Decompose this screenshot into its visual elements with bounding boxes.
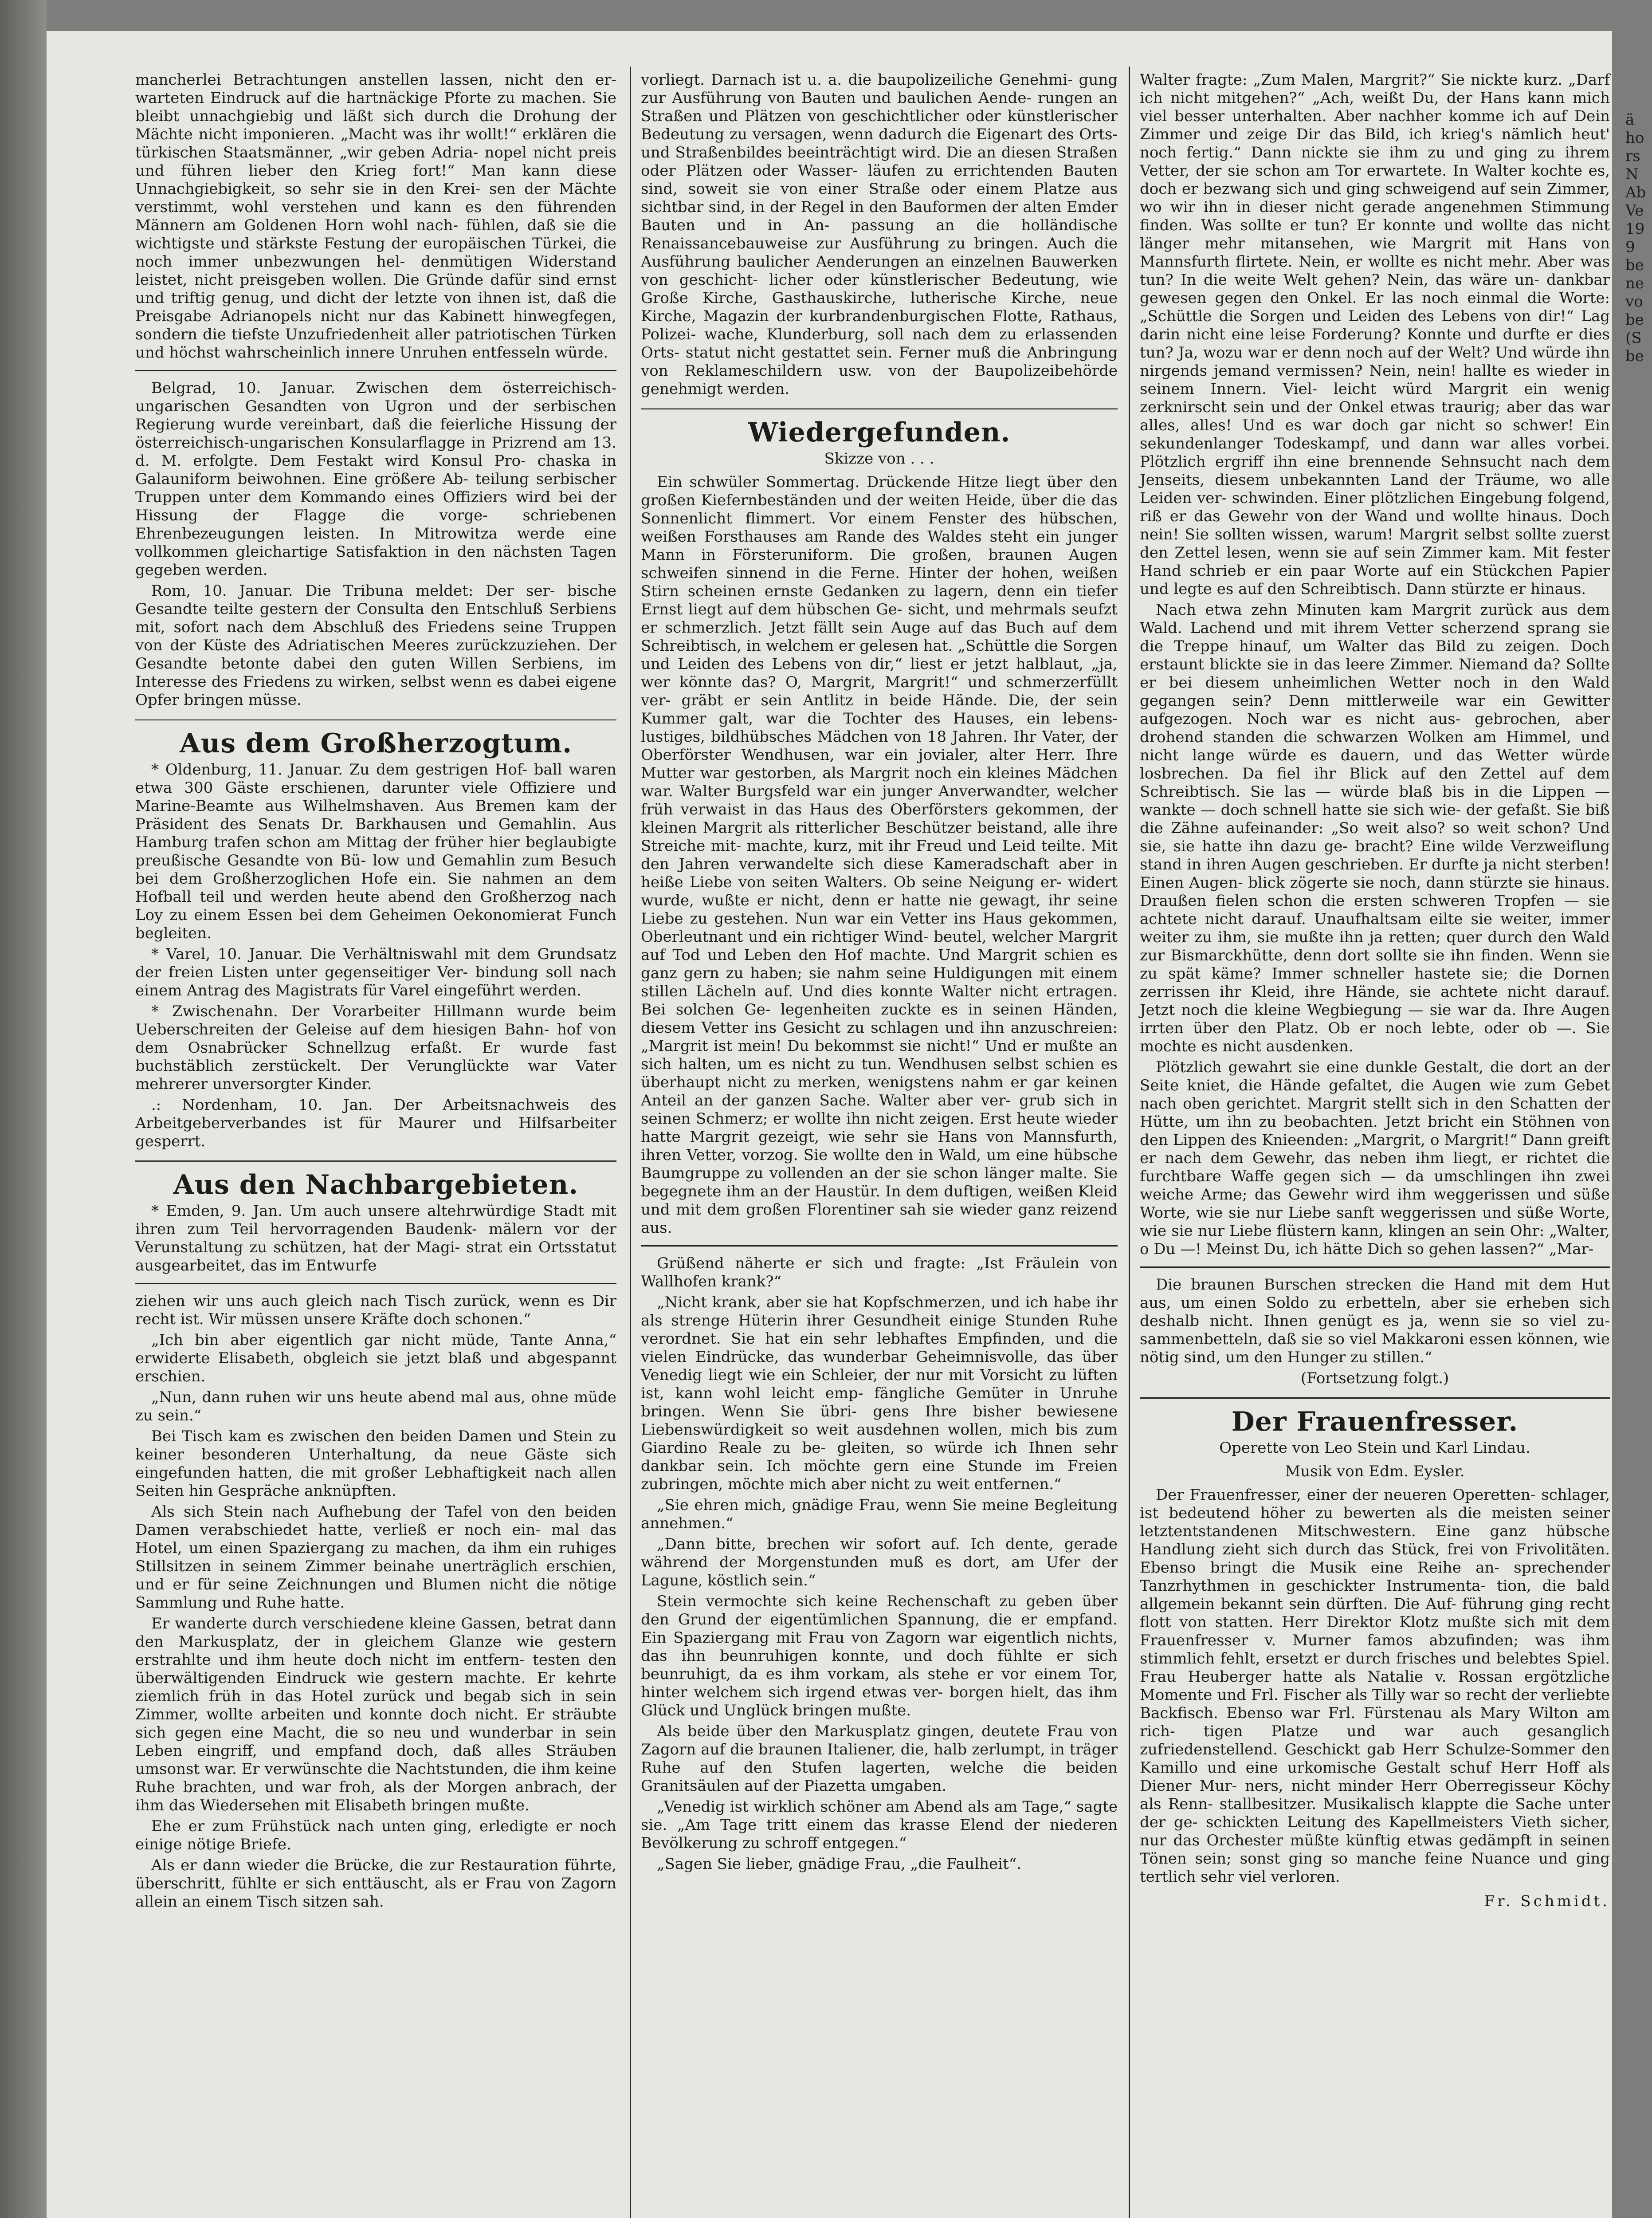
column-rule-1	[630, 67, 631, 2218]
paragraph: „Sie ehren mich, gnädige Frau, wenn Sie meine Begleitung annehmen.“	[641, 1496, 1118, 1532]
heading-frauenfresser: Der Frauenfresser.	[1231, 1406, 1519, 1437]
strip-fragment: 9	[1625, 238, 1635, 256]
paragraph-varel: * Varel, 10. Januar. Die Verhältniswahl mit dem Grundsatz der freien Listen unter gegenseitiger Ver- bindung soll nach einem Antrag des Magistrats für Varel eingeführt werden.	[135, 945, 616, 999]
heading-grossherzogtum: Aus dem Großherzogtum.	[180, 728, 572, 759]
strip-fragment: rs	[1625, 147, 1640, 165]
paragraph: Als sich Stein nach Aufhebung der Tafel von den beiden Damen verabschiedet hatte, verließ er noch ein- mal das Hotel, um einen Spaziergang zu machen, da ihm ein ruhiges Stillsitzen in seinem Zimmer beinahe unerträglich erschien, und er für seine Zeichnungen und Blumen nicht die nötige Sammlung und Ruhe hatte.	[135, 1503, 616, 1612]
strip-fragment: (S	[1625, 329, 1642, 347]
paragraph: Er wanderte durch verschiedene kleine Gassen, betrat dann den Markusplatz, der in gleichem Glanze wie gestern erstrahlte und ihm heute doch nicht im entfern- testen den überwältigenden Eindruck wie gestern machte. Er kehrte ziemlich früh in das Hotel zurück und begab sich in sein Zimmer, wollte arbeiten und konnte doch nicht. Er sträubte sich gegen eine Macht, die so neu und wunderbar in sein Leben eingriff, und empfand doch, daß alles Sträuben umsonst war. Er verwünschte die Nachtstunden, die ihm keine Ruhe brachten, und war froh, als der Morgen anbrach, der ihm das Wiedersehen mit Elisabeth bringen mußte.	[135, 1615, 616, 1814]
strip-fragment: Ve	[1625, 202, 1644, 220]
paragraph-oldenburg: * Oldenburg, 11. Januar. Zu dem gestrigen Hof- ball waren etwa 300 Gäste erschienen, darunter viele Offiziere und Marine-Beamte aus Wilhelmshaven. Aus Bremen kam der Präsident des Senats Dr. Barkhausen und Gemahlin. Aus Hamburg trafen schon am Mittag der früher hier beglaubigte preußische Gesandte von Bü- low und Gemahlin zum Besuch bei dem Großherzoglichen Hofe ein. Sie nahmen an dem Hofball teil und werden heute abend den Großherzog nach Loy zu einem Essen bei dem Geheimen Oekonomierat Funch begleiten.	[135, 761, 616, 942]
strip-fragment: be	[1625, 347, 1644, 365]
strip-fragment: be	[1625, 256, 1644, 274]
paragraph: Ein schwüler Sommertag. Drückende Hitze liegt über den großen Kiefernbeständen und der weiten Heide, über die das Sonnenlicht flimmert. Vor einem Fenster des hübschen, weißen Forsthauses am Rande des Waldes steht ein junger Mann in Försteruniform. Die großen, braunen Augen schweifen sinnend in die Ferne. Hinter der hohen, weißen Stirn scheinen ernste Gedanken zu lagern, denn ein tiefer Ernst liegt auf dem hübschen Ge- sicht, und mehrmals seufzt er schmerzlich. Jetzt fällt sein Auge auf das Buch auf dem Schreibtisch, in welchem er gelesen hat. „Schüttle die Sorgen und Leiden des Lebens von dir,“ liest er jetzt halblaut, „ja, wer könnte das? O, Margrit, Margrit!“ und schmerzerfüllt ver- gräbt er sein Antlitz in beide Hände. Die, der sein Kummer galt, war die Tochter des Hauses, ein lebens- lustiges, bildhübsches Mädchen von 18 Jahren. Ihr Vater, der Oberförster Wendhusen, war ein jovialer, alter Herr. Ihre Mutter war gestorben, als Margrit noch ein kleines Mädchen war. Walter Burgsfeld war ein junger Anverwandter, welcher früh verwaist in das Haus des Oberförsters gekommen, der kleinen Margrit als ritterlicher Beschützer beistand, alle ihre Streiche mit- machte, kurz, mit ihr Freud und Leid teilte. Mit den Jahren verwandelte sich diese Kameradschaft aber in heiße Liebe von seiten Walters. Ob seine Neigung er- widert wurde, wußte er nicht, denn er hatte nie gewagt, ihr seine Liebe zu gestehen. Nun war ein Vetter ins Haus gekommen, Oberleutnant und ein richtiger Wind- beutel, welcher Margrit auf Tod und Leben den Hof machte. Und Margrit schien es ganz gern zu haben; sie nahm seine Huldigungen mit einem stillen Lächeln auf. Und dies konnte Walter nicht ertragen. Bei solchen Ge- legenheiten zuckte es in seinen Händen, diesem Vetter ins Gesicht zu schlagen und ihn anzuschreien: „Margrit ist mein! Du bekommst sie nicht!“ Und er mußte an sich halten, um es nicht zu tun. Wendhusen selbst schien es überhaupt nicht zu merken, wenigstens nahm er gar keinen Anteil an der ganzen Sache. Walter aber ver- grub sich in seinen Schmerz; er wollte ihn nicht zeigen. Erst heute wieder hatte Margrit gezeigt, wie sehr sie Hans von Mannsfurth, ihren Vetter, vorzog. Sie wollte den in Wald, um eine hübsche Baumgruppe zu vollenden an der sie schon länger malte. Sie begegnete ihm an der Haustür. In dem duftigen, weißen Kleid und mit dem großen Florentiner sah sie wieder ganz reizend aus.	[641, 473, 1118, 1237]
paragraph: mancherlei Betrachtungen anstellen lassen, nicht den er- warteten Eindruck auf die hartnäckige Pforte zu machen. Sie bleibt unnachgiebig und läßt sich durch die Drohung der Mächte nicht imponieren. „Macht was ihr wollt!“ erklären die türkischen Staatsmänner, „wir geben Adria- nopel nicht preis und führen lieber den Krieg fort!“ Man kann diese Unnachgiebigkeit, so sehr sie in den Krei- sen der Mächte verstimmt, wohl verstehen und kann es den führenden Männern am Goldenen Horn wohl nach- fühlen, daß sie die wichtigste und stärkste Festung der europäischen Türkei, die noch immer unbezwungen hel- denmütigen Widerstand leistet, nicht preisgeben wollen. Die Gründe dafür sind ernst und triftig genug, und dicht der letzte von ihnen ist, daß die Preisgabe Adrianopels nicht nur das Kabinett hinwegfegen, sondern die tiefste Unzufriedenheit aller patriotischen Türken und höchst wahrscheinlich innere Unruhen entfesseln würde.	[135, 71, 616, 362]
paragraph: Die braunen Burschen strecken die Hand mit dem Hut aus, um einen Soldo zu erbetteln, aber sie erheben sich deshalb nicht. Ihnen genügt es ja, wenn sie so viel zu- sammenbetteln, daß sie so viel Makkaroni essen können, wie nötig sind, um den Hunger zu stillen.“	[1140, 1276, 1610, 1366]
strip-fragment: N	[1625, 165, 1639, 183]
separator	[135, 370, 616, 371]
paragraph: vorliegt. Darnach ist u. a. die baupolizeiliche Genehmi- gung zur Ausführung von Bauten und baulichen Aende- rungen an Straßen und Plätzen von geschichtlicher oder künstlerischer Bedeutung zu versagen, wenn dadurch die Eigenart des Orts- und Straßenbildes beeinträchtigt wird. Die an diesen Straßen oder Plätzen oder Wasser- läufen zu errichtenden Bauten sind, soweit sie von einer Straße oder einem Platze aus sichtbar sind, in der Regel in den Bauformen der alten Emder Bauten und in An- passung an die holländische Renaissancebauweise zur Ausführung zu bringen. Auch die Ausführung baulicher Aenderungen an einzelnen Bauwerken von geschicht- licher oder künstlerischer Bedeutung, wie Große Kirche, Gasthauskirche, lutherische Kirche, neue Kirche, Magazin der kurbrandenburgischen Flotte, Rathaus, Polizei- wache, Klunderburg, soll nach dem zu erlassenden Orts- statut nicht gestattet sein. Ferner muß die Anbringung von Reklameschildern usw. von der Baupolizeibehörde genehmigt werden.	[641, 71, 1118, 398]
paragraph: „Nicht krank, aber sie hat Kopfschmerzen, und ich habe ihr als strenge Hüterin ihrer Gesundheit einige Stunden Ruhe verordnet. Sie hat ein sehr lebhaftes Empfinden, und die vielen Eindrücke, das wunderbar Geheimnisvolle, das über Venedig liegt wie ein Schleier, der nur mit Vorsicht zu lüften ist, kann wohl leicht emp- fängliche Gemüter in Unruhe bringen. Wenn Sie übri- gens Ihre bisher bewiesene Liebenswürdigkeit so weit ausdehnen wollen, mich bis zum Giardino Reale zu be- gleiten, so würde ich Ihnen sehr dankbar sein. Ich möchte gern eine Stunde im Freien zubringen, möchte mich aber nicht zu weit entfernen.“	[641, 1294, 1118, 1493]
paragraph: „Nun, dann ruhen wir uns heute abend mal aus, ohne müde zu sein.“	[135, 1388, 616, 1424]
strip-fragment: vo	[1625, 293, 1643, 311]
subtitle: Musik von Edm. Eysler.	[1285, 1463, 1465, 1480]
paragraph: „Venedig ist wirklich schöner am Abend als am Tage,“ sagte sie. „Am Tage tritt einem das krasse Elend der niederen Bevölkerung zu schroff entgegen.“	[641, 1798, 1118, 1852]
paragraph: Plötzlich gewahrt sie eine dunkle Gestalt, die dort an der Seite kniet, die Hände gefaltet, die Augen wie zum Gebet nach oben gerichtet. Margrit stellt sich in den Schatten der Hütte, um ihn zu beobachten. Jetzt bricht ein Stöhnen von den Lippen des Knieenden: „Margrit, o Margrit!“ Dann greift er nach dem Gewehr, das neben ihm liegt, er richtet die furchtbare Waffe gegen sich — da umschlingen ihn zwei weiche Arme; das Gewehr wird ihm weggerissen und süße Worte, wie sie nur Liebe sanft weggerissen und süße Worte, wie sie nur Liebe flüstern kann, klingen an sein Ohr: „Walter, o Du —! Meinst Du, ich hätte Dich so gehen lassen?“ „Mar-	[1140, 1058, 1610, 1258]
paragraph: Als er dann wieder die Brücke, die zur Restauration führte, überschritt, fühlte er sich enttäuscht, als er Frau von Zagorn allein an einem Tisch sitzen sah.	[135, 1856, 616, 1911]
separator	[1140, 1266, 1610, 1268]
paragraph-zwischenahn: * Zwischenahn. Der Vorarbeiter Hillmann wurde beim Ueberschreiten der Geleise auf dem hiesigen Bahn- hof von dem Osnabrücker Schnellzug erfaßt. Er wurde fast buchstäblich zerstückelt. Der Verunglückte war Vater mehrerer unversorgter Kinder.	[135, 1003, 616, 1093]
heading-wiedergefunden: Wiedergefunden.	[748, 417, 1011, 448]
adjacent-page-strip	[1625, 111, 1652, 366]
separator	[135, 719, 616, 722]
paragraph: Walter fragte: „Zum Malen, Margrit?“ Sie nickte kurz. „Darf ich nicht mitgehen?“ „Ach, weißt Du, der Hans kann mich viel besser unterhalten. Aber nachher komme ich auf Dein Zimmer und zeige Dir das Bild, ich krieg's nämlich heut' noch fertig.“ Dann nickte sie ihm zu und ging zu ihrem Vetter, der sie schon am Tor erwartete. In Walter kochte es, doch er bezwang sich und ging schweigend auf sein Zimmer, wo wir ihn in dieser nicht gerade angenehmen Stimmung finden. Was sollte er tun? Er konnte und wollte das nicht länger mehr mitansehen, wie Margrit mit Hans von Mannsfurth flirtete. Nein, er wollte es nicht mehr. Aber was tun? In die weite Welt gehen? Nein, das wäre un- dankbar gewesen gegen den Onkel. Er las noch einmal die Worte: „Schüttle die Sorgen und Leiden des Lebens von dir!“ Lag darin nicht eine leise Forderung? Konnte und durfte er dies tun? Ja, wozu war er denn noch auf der Welt? Und würde ihn nirgends jemand vermissen? Nein, nein! hallte es wieder in seinem Innern. Viel- leicht würd Margrit ein wenig zerknirscht sein und der Onkel etwas traurig; aber das war alles, alles! Und es war doch gar nicht so schwer! Ein sekundenlanger Todeskampf, und dann war alles vorbei. Plötzlich ergriff ihn eine brennende Sehnsucht nach dem Jenseits, diesem unbekannten Land der Träume, wo alle Leiden ver- schwinden. Einer plötzlichen Eingebung folgend, riß er das Gewehr von der Wand und wollte hinaus. Doch nein! Sie sollten wissen, warum! Margrit selbst sollte zuerst den Zettel lesen, wenn sie auf sein Zimmer kam. Mit fester Hand schrieb er ein paar Worte auf ein Stückchen Papier und legte es auf den Schreibtisch. Dann stürzte er hinaus.	[1140, 71, 1610, 598]
strip-fragment: be	[1625, 311, 1644, 329]
separator	[1140, 1397, 1610, 1400]
paragraph: Nach etwa zehn Minuten kam Margrit zurück aus dem Wald. Lachend und mit ihrem Vetter scherzend sprang sie die Treppe hinauf, um Walter das Bild zu zeigen. Doch erstaunt blickte sie in das leere Zimmer. Niemand da? Sollte er bei diesem unheimlichen Wetter noch in den Wald gegangen sein? Denn mittlerweile war ein Gewitter aufgezogen. Noch war es nicht aus- gebrochen, aber drohend standen die schwarzen Wolken am Himmel, und nicht lange würde es dauern, und das Wetter würde losbrechen. Da fiel ihr Blick auf den Zettel auf dem Schreibtisch. Sie las — würde blaß bis in die Lippen — wankte — doch schnell hatte sie sich wie- der gefaßt. Sie biß die Zähne aufeinander: „So weit also? so weit schon? Und sie, sie hatte ihn dazu ge- bracht? Eine wilde Verzweiflung stand in ihren Augen geschrieben. Er durfte ja nicht sterben! Einen Augen- blick zögerte sie noch, dann stürzte sie hinaus. Draußen fielen schon die ersten schweren Tropfen — sie achtete nicht darauf. Unaufhaltsam eilte sie weiter, immer weiter zu ihm, sie mußte ihn ja retten; quer durch den Wald zur Bismarckhütte, denn dort sollte sie ihn finden. Wenn sie zu spät käme? Immer schneller hastete sie; die Dornen zerrissen ihr Kleid, ihre Hände, sie achtete nicht darauf. Jetzt noch die kleine Wegbiegung — sie war da. Ihre Augen irrten über den Platz. Ob er noch lebte, oder ob —. Sie mochte es nicht ausdenken.	[1140, 601, 1610, 1055]
newspaper-page	[47, 31, 1646, 2218]
paragraph-nordenham: .: Nordenham, 10. Jan. Der Arbeitsnachweis des Arbeitgeberverbandes ist für Maurer und Hilfsarbeiter gesperrt.	[135, 1096, 616, 1150]
strip-fragment: 19	[1625, 220, 1645, 238]
subtitle: Skizze von . . .	[824, 450, 934, 468]
paragraph: Stein vermochte sich keine Rechenschaft zu geben über den Grund der eigentümlichen Spannung, die er empfand. Ein Spaziergang mit Frau von Zagorn war eigentlich nichts, das ihn beunruhigen konnte, und doch fühlte er sich beunruhigt, da es ihm vorkam, als stehe er vor einem Tor, hinter welchem sich irgend etwas ver- borgen hielt, das ihm Glück und Unglück bringen mußte.	[641, 1593, 1118, 1719]
paragraph-rom: Rom, 10. Januar. Die Tribuna meldet: Der ser- bische Gesandte teilte gestern der Consulta den Entschluß Serbiens mit, sofort nach dem Abschluß des Friedens seine Truppen von der Küste des Adriatischen Meeres zurückzuziehen. Der Gesandte betonte dabei den guten Willen Serbiens, im Interesse des Friedens zu wirken, selbst wenn es dabei eigene Opfer bringen müsse.	[135, 582, 616, 709]
paragraph: „Ich bin aber eigentlich gar nicht müde, Tante Anna,“ erwiderte Elisabeth, obgleich sie jetzt blaß und abgespannt erschien.	[135, 1331, 616, 1385]
paragraph: Als beide über den Markusplatz gingen, deutete Frau von Zagorn auf die braunen Italiener, die, halb zerlumpt, in träger Ruhe auf den Stufen lagerten, welche die beiden Granitsäulen auf der Piazetta umgaben.	[641, 1722, 1118, 1795]
separator	[641, 408, 1118, 411]
paragraph: Bei Tisch kam es zwischen den beiden Damen und Stein zu keiner besonderen Unterhaltung, da neue Gäste sich eingefunden hatten, die mit großer Lebhaftigkeit nach allen Seiten hin Gespräche anknüpften.	[135, 1428, 616, 1500]
column-rule-2	[1129, 67, 1130, 2218]
heading-nachbargebiete: Aus den Nachbargebieten.	[173, 1169, 579, 1200]
strip-fragment: ho	[1625, 129, 1644, 147]
column-1	[135, 71, 616, 1914]
column-2	[641, 71, 1118, 1876]
continuation-note: (Fortsetzung folgt.)	[1300, 1369, 1449, 1387]
strip-fragment: Ab	[1625, 184, 1646, 201]
paragraph-emden: * Emden, 9. Jan. Um auch unsere altehrwürdige Stadt mit ihren zum Teil hervorragenden Baudenk- mälern vor der Verunstaltung zu schützen, hat der Magi- strat ein Ortsstatut ausgearbeitet, das im Entwurfe	[135, 1202, 616, 1274]
separator	[135, 1160, 616, 1164]
paragraph: ziehen wir uns auch gleich nach Tisch zurück, wenn es Dir recht ist. Wir müssen unsere Kräfte doch schonen.“	[135, 1292, 616, 1328]
subtitle: Operette von Leo Stein und Karl Lindau.	[1219, 1439, 1530, 1457]
paragraph: „Dann bitte, brechen wir sofort auf. Ich dente, gerade während der Morgenstunden muß es dort, am Ufer der Lagune, köstlich sein.“	[641, 1535, 1118, 1589]
strip-fragment: ne	[1625, 275, 1644, 292]
column-3	[1140, 71, 1610, 1911]
byline: Fr. Schmidt.	[1484, 1892, 1610, 1910]
paragraph: Der Frauenfresser, einer der neueren Operetten- schlager, ist bedeutend höher zu bewerten als die meisten seiner letztentstandenen Mitschwestern. Eine ganz hübsche Handlung zieht sich durch das Stück, frei von Frivolitäten. Ebenso bringt die Musik eine Reihe an- sprechender Tanzrhythmen in geschickter Instrumenta- tion, die bald allgemein bekannt sein dürften. Die Auf- führung ging recht flott von statten. Herr Direktor Klotz mußte sich mit dem Frauenfresser v. Murner famos abzufinden; was ihm stimmlich fehlt, ersetzt er durch frisches und belebtes Spiel. Frau Heuberger hatte als Natalie v. Rossan ergötzliche Momente und Frl. Fischer als Tilly war so recht der verliebte Backfisch. Ebenso war Frl. Fürstenau als Mary Wilton am rich- tigen Platze und war auch gesanglich zufriedenstellend. Geschickt gab Herr Schulze-Sommer den Kamillo und eine urkomische Gestalt schuf Herr Hoff als Diener Mur- ners, nicht minder Herr Oberregisseur Köchy als Renn- stallbesitzer. Musikalisch klappte die Sache unter der ge- schickten Leitung des Kapellmeisters Vieth sicher, nur das Orchester müßte künftig etwas gedämpft in seinen Tönen sein; sonst ging so manche feine Nuance und ging tertlich sehr viel verloren.	[1140, 1486, 1610, 1886]
paragraph: „Sagen Sie lieber, gnädige Frau, „die Faulheit“.	[657, 1855, 1021, 1873]
separator	[641, 1245, 1118, 1247]
paragraph-belgrad: Belgrad, 10. Januar. Zwischen dem österreichisch- ungarischen Gesandten von Ugron und der serbischen Regierung wurde vereinbart, daß die feierliche Hissung der österreichisch-ungarischen Konsularflagge in Prizrend am 13. d. M. erfolgte. Dem Festakt wird Konsul Pro- chaska in Galauniform beiwohnen. Eine größere Ab- teilung serbischer Truppen unter dem Kommando eines Offiziers wird bei der Hissung der Flagge die vorge- schriebenen Ehrenbezeugungen leisten. In Mitrowitza werde eine vollkommen gleichartige Satisfaktion in den nächsten Tagen gegeben werden.	[135, 379, 616, 579]
separator	[135, 1283, 616, 1284]
paragraph: Ehe er zum Frühstück nach unten ging, erledigte er noch einige nötige Briefe.	[135, 1817, 616, 1853]
strip-fragment: ä	[1625, 111, 1635, 129]
scan-edge	[0, 0, 47, 2218]
paragraph: Grüßend näherte er sich und fragte: „Ist Fräulein von Wallhofen krank?“	[641, 1255, 1118, 1290]
